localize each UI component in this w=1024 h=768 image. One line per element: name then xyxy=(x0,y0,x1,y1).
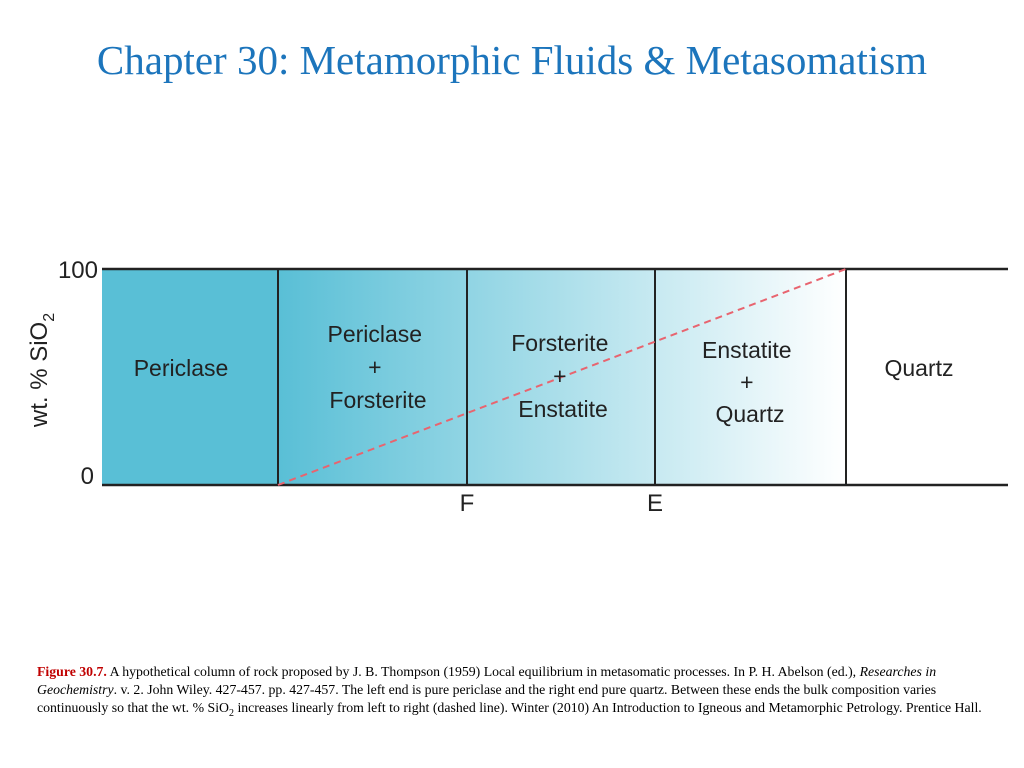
zone-label-periclase: Periclase xyxy=(133,355,229,381)
zone-label-periclase-forsterite: Periclase + Forsterite xyxy=(327,321,427,413)
y-bottom-value: 0 xyxy=(80,463,94,490)
marker-e: E xyxy=(646,490,664,517)
caption-text-1: A hypothetical column of rock proposed by J. B. Thompson (1959) Local equilibrium in metasomatic processes. In P. H. Abelson (ed.), xyxy=(106,664,860,679)
figure-label: Figure 30.7. xyxy=(37,664,107,679)
zone-label-forsterite-enstatite: Forsterite + Enstatite xyxy=(511,330,609,422)
caption-book-title: Researches in Geochemistry xyxy=(37,664,937,697)
zone-label-quartz: Quartz xyxy=(884,355,954,381)
caption-subscript: 2 xyxy=(229,707,234,719)
marker-f: F xyxy=(459,490,475,517)
y-axis-label: wt. % SiO$_2$ xyxy=(26,312,58,428)
caption-text-2: . v. 2. John Wiley. 427-457. pp. 427-457. The left end is pure periclase and the right end pure quartz. Between these ends the bulk composition varies continuously so that the wt. % SiO xyxy=(37,682,937,715)
zone-label-enstatite-quartz: Enstatite + Quartz xyxy=(702,337,792,427)
slide-title: Chapter 30: Metamorphic Fluids & Metasomatism xyxy=(96,37,928,83)
figure-caption xyxy=(37,663,997,723)
caption-text-3: increases linearly from left to right (dashed line). Winter (2010) An Introduction to Igneous and Metamorphic Petrology. Prentice Hall. xyxy=(234,700,982,715)
y-top-value: 100 xyxy=(57,257,98,284)
